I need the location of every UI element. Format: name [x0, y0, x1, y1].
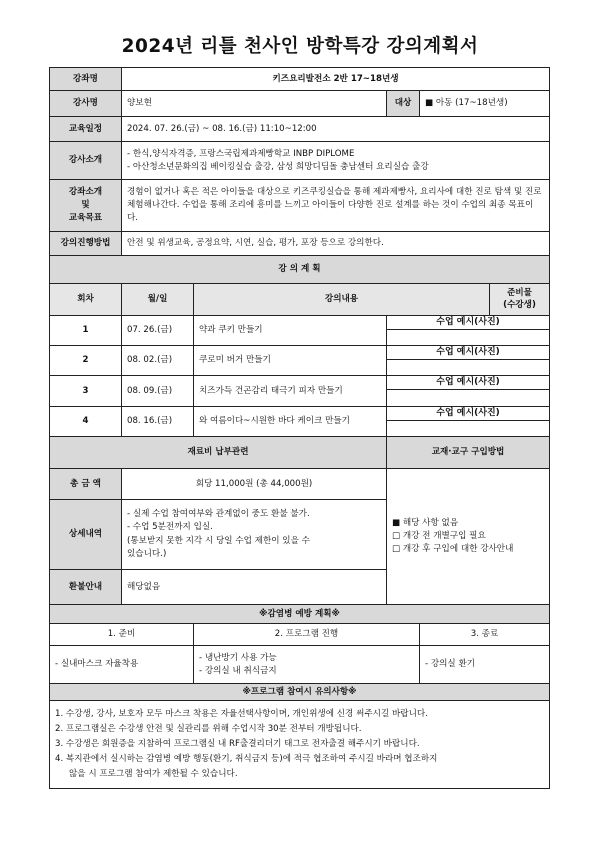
prevention-end: - 강의실 환기 [420, 646, 550, 684]
photo-label: 수업 예시(사진) [387, 376, 549, 390]
detail-label: 상세내역 [50, 500, 122, 570]
target-label: 대상 [387, 91, 420, 117]
round-cell: 4 [50, 407, 122, 437]
plan-header: 강 의 계 획 [50, 256, 550, 284]
photo-label: 수업 예시(사진) [387, 346, 549, 360]
refund-label: 환불안내 [50, 570, 122, 605]
photo-cell [387, 407, 550, 437]
photo-label: 수업 예시(사진) [387, 316, 549, 330]
content-cell: 와 여름이다~시원한 바다 케이크 만들기 [194, 407, 387, 437]
detail-line: - 수업 5분전까지 입실. [127, 522, 213, 533]
date-cell: 08. 02.(금) [122, 346, 194, 376]
prevention-prep: - 실내마스크 자율착용 [50, 646, 194, 684]
detail-line: (통보받지 못한 지각 시 당일 수업 제한이 있을 수 [127, 535, 310, 546]
intro-line: - 아산청소년문화의집 베이킹실습 출강, 삼성 희망디딤돌 충남센터 요리실습 출강 [127, 161, 429, 172]
date-cell: 08. 16.(금) [122, 407, 194, 437]
detail-text [122, 500, 387, 570]
table-row [50, 376, 550, 407]
prevention-col-progress: 2. 프로그램 진행 [194, 624, 420, 646]
option-item: □ 개강 전 개별구입 필요 [392, 531, 486, 542]
goal-label-line: 교육목표 [68, 212, 103, 223]
content-cell: 쿠로미 버거 만들기 [194, 346, 387, 376]
prevention-col-prep: 1. 준비 [50, 624, 194, 646]
goal-label-line: 강좌소개 [68, 187, 103, 198]
notice-item: 3. 수강생은 회원증을 지참하여 프로그램실 내 RF출결리더기 태그로 전자출결 해주시기 바랍니다. [55, 738, 420, 749]
notice-list [50, 701, 550, 789]
method-label: 강의진행방법 [50, 232, 122, 256]
schedule-value: 2024. 07. 26.(금) ~ 08. 16.(금) 11:10~12:00 [122, 117, 550, 142]
notice-item: 4. 복지관에서 실시하는 감염병 예방 행동(환기, 취식금지 등)에 적극 협조하여 주시길 바라며 협조하지 [55, 754, 438, 765]
total-value: 회당 11,000원 (총 44,000원) [122, 469, 387, 500]
lecture-plan-table [49, 67, 550, 789]
prevention-progress [194, 646, 420, 684]
detail-line: 있습니다.) [127, 548, 167, 559]
goal-label [50, 180, 122, 232]
col-round: 회차 [50, 284, 122, 316]
notice-item: 1. 수강생, 강사, 보호자 모두 마스크 착용은 자율선택사항이며, 개인위생에 신경 써주시길 바랍니다. [55, 708, 428, 719]
method-value: 안전 및 위생교육, 공정요약, 시연, 실습, 평가, 포장 등으로 강의한다. [122, 232, 550, 256]
prevention-col-end: 3. 종료 [420, 624, 550, 646]
content-cell: 약과 쿠키 만들기 [194, 316, 387, 346]
total-label: 총 금 액 [50, 469, 122, 500]
round-cell: 3 [50, 376, 122, 407]
prevention-header: ※감염병 예방 계획※ [50, 605, 550, 624]
round-cell: 1 [50, 316, 122, 346]
photo-label: 수업 예시(사진) [387, 407, 549, 421]
fee-header: 재료비 납부관련 [50, 437, 387, 469]
goal-text: 경험이 없거나 혹은 적은 아이들을 대상으로 키즈쿠킹실습을 통해 제과제빵사, 요리사에 대한 진로 탐색 및 진로 체험해나간다. 수업을 통해 조리에 흥미를 느끼고 아이들이 다양한 진로 설계를 하는 것이 수업의 최종 목표이다. [122, 180, 550, 232]
option-item: ■ 해당 사항 없음 [392, 518, 459, 529]
target-value: ■ 아동 (17~18년생) [420, 91, 550, 117]
col-materials-line: (수강생) [503, 299, 536, 310]
table-row [50, 407, 550, 437]
progress-line: - 냉난방기 사용 가능 [199, 652, 277, 663]
lecture-name-label: 강좌명 [50, 68, 122, 91]
document-title: 2024년 리틀 천사인 방학특강 강의계획서 [121, 36, 479, 57]
refund-value: 해당없음 [122, 570, 387, 605]
col-date: 월/일 [122, 284, 194, 316]
round-cell: 2 [50, 346, 122, 376]
lecture-name-value: 키즈요리발전소 2반 17~18년생 [122, 68, 550, 91]
goal-label-line: 및 [81, 200, 90, 211]
col-content: 강의내용 [194, 284, 490, 316]
progress-line: - 강의실 내 취식금지 [199, 665, 277, 676]
notice-item: 않을 시 프로그램 참여가 제한될 수 있습니다. [69, 769, 238, 780]
col-materials [490, 284, 550, 316]
materials-options [387, 469, 550, 605]
intro-line: - 한식,양식자격증, 프랑스국립제과제빵학교 INBP DIPLOME [127, 148, 355, 159]
detail-line: - 실제 수업 참여여부와 관계없이 중도 환불 불가. [127, 508, 310, 519]
notice-header: ※프로그램 참여시 유의사항※ [50, 684, 550, 701]
photo-cell [387, 346, 550, 376]
materials-header: 교재·교구 구입방법 [387, 437, 550, 469]
notice-item: 2. 프로그램실은 수강생 안전 및 실관리를 위해 수업시작 30분 전부터 개방됩니다. [55, 723, 362, 734]
date-cell: 08. 09.(금) [122, 376, 194, 407]
photo-cell [387, 376, 550, 407]
photo-cell [387, 316, 550, 346]
table-row [50, 346, 550, 376]
date-cell: 07. 26.(금) [122, 316, 194, 346]
intro-label: 강사소개 [50, 142, 122, 180]
intro-text [122, 142, 550, 180]
table-row [50, 316, 550, 346]
instructor-label: 강사명 [50, 91, 122, 117]
content-cell: 치즈가득 건곤감리 태극기 피자 만들기 [194, 376, 387, 407]
schedule-label: 교육일정 [50, 117, 122, 142]
col-materials-line: 준비물 [507, 287, 532, 298]
instructor-value: 양보현 [122, 91, 387, 117]
option-item: □ 개강 후 구입에 대한 강사안내 [392, 543, 514, 554]
